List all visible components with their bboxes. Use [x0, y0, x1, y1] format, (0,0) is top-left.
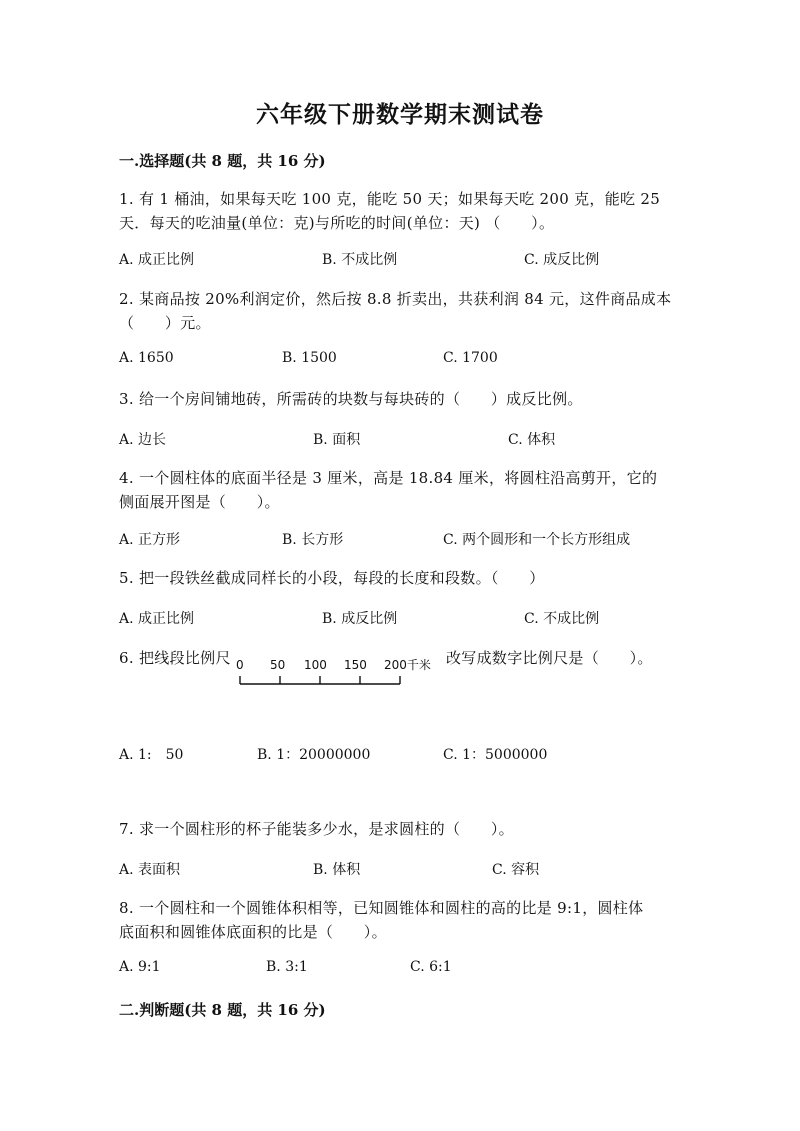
question-2 — [119, 287, 679, 335]
scale-label: 150 — [344, 658, 367, 672]
question-1 — [119, 187, 679, 235]
section-heading-choice: 一.选择题(共 8 题，共 16 分) — [119, 152, 326, 170]
scale-label: 100 — [304, 658, 327, 672]
option-b[interactable]: B. 长方形 — [282, 532, 344, 548]
question-text: 底面积和圆锥体底面积的比是（ ）。 — [119, 923, 387, 941]
question-text: 5. 把一段铁丝截成同样长的小段，每段的长度和段数。（ ） — [119, 569, 545, 587]
question-text: 7. 求一个圆柱形的杯子能装多少水，是求圆柱的（ ）。 — [119, 820, 514, 838]
option-a[interactable]: A. 边长 — [119, 432, 167, 448]
question-6-part2: 改写成数字比例尺是（ ）。 — [446, 649, 653, 667]
option-b[interactable]: B. 不成比例 — [322, 252, 398, 268]
option-c[interactable]: C. 容积 — [492, 862, 540, 878]
section-heading-judgment: 二.判断题(共 8 题，共 16 分) — [119, 1001, 326, 1019]
scale-label: 50 — [270, 658, 286, 672]
option-b[interactable]: B. 3:1 — [266, 959, 308, 975]
option-a[interactable]: A. 1650 — [119, 350, 174, 366]
question-7 — [119, 817, 679, 841]
question-5 — [119, 566, 679, 590]
option-a[interactable]: A. 成正比例 — [119, 252, 195, 268]
option-c[interactable]: C. 1700 — [443, 350, 498, 366]
question-text: 1. 有 1 桶油，如果每天吃 100 克，能吃 50 天；如果每天吃 200 克，能吃 25 — [119, 190, 661, 208]
question-text: 3. 给一个房间铺地砖，所需砖的块数与每块砖的（ ）成反比例。 — [119, 390, 583, 408]
question-8 — [119, 896, 679, 944]
option-a[interactable]: A. 9:1 — [119, 959, 161, 975]
question-text: 侧面展开图是（ ）。 — [119, 493, 280, 511]
question-text: 8. 一个圆柱和一个圆锥体积相等，已知圆锥体和圆柱的高的比是 9:1，圆柱体 — [119, 899, 644, 917]
question-6-part1: 6. 把线段比例尺 — [119, 649, 231, 667]
line-segment-scale — [236, 654, 446, 690]
question-3 — [119, 387, 679, 411]
option-b[interactable]: B. 面积 — [313, 432, 361, 448]
option-c[interactable]: C. 成反比例 — [524, 252, 600, 268]
question-text: 4. 一个圆柱体的底面半径是 3 厘米，高是 18.84 厘米，将圆柱沿高剪开，它的 — [119, 469, 658, 487]
scale-label: 200千米 — [384, 658, 431, 672]
question-text: （ ）元。 — [119, 314, 211, 332]
option-b[interactable]: B. 体积 — [313, 862, 361, 878]
question-text: 天．每天的吃油量(单位：克)与所吃的时间(单位：天) （ ）。 — [119, 214, 555, 232]
option-b[interactable]: B. 1500 — [282, 350, 337, 366]
option-c[interactable]: C. 不成比例 — [524, 611, 600, 627]
option-c[interactable]: C. 体积 — [508, 432, 556, 448]
option-c[interactable]: C. 1：5000000 — [443, 747, 548, 763]
option-a[interactable]: A. 成正比例 — [119, 611, 195, 627]
option-a[interactable]: A. 表面积 — [119, 862, 181, 878]
scale-label: 0 — [236, 658, 244, 672]
question-text: 2. 某商品按 20%利润定价，然后按 8.8 折卖出，共获利润 84 元，这件商品成本 — [119, 290, 672, 308]
option-a[interactable]: A. 正方形 — [119, 532, 181, 548]
option-a[interactable]: A. 1: 50 — [119, 747, 184, 763]
option-c[interactable]: C. 两个圆形和一个长方形组成 — [443, 532, 631, 548]
option-c[interactable]: C. 6:1 — [410, 959, 452, 975]
question-4 — [119, 466, 679, 514]
option-b[interactable]: B. 1：20000000 — [257, 747, 371, 763]
page-title: 六年级下册数学期末测试卷 — [256, 101, 544, 128]
option-b[interactable]: B. 成反比例 — [322, 611, 398, 627]
